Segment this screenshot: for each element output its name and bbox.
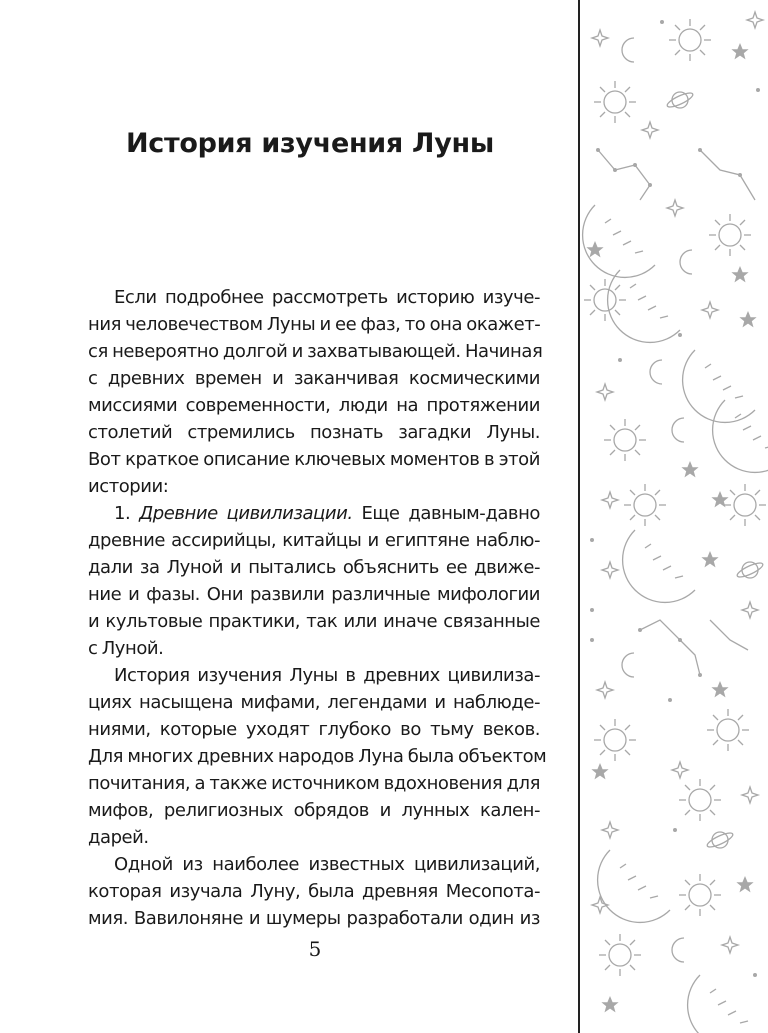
text-line: Одной из наиболее известных цивилизаций,: [114, 854, 540, 875]
text-line: почитания, а также источником вдохновения для: [88, 773, 540, 794]
text-line: дарей.: [88, 827, 149, 848]
text-line: ниями, которые уходят глубоко во тьму веков.: [88, 719, 540, 740]
list-item-number: 1.: [114, 503, 131, 524]
text-line: древние ассирийцы, китайцы и египтяне наблю-: [88, 530, 540, 551]
text-line: дали за Луной и пытались объяснить ее движе-: [88, 557, 540, 578]
text-line: с Луной.: [88, 638, 164, 659]
text-line: ние и фазы. Они развили различные мифологии: [88, 584, 540, 605]
list-item-heading: Древние цивилизации.: [139, 503, 353, 524]
text-line: миссиями современности, люди на протяжении: [88, 395, 540, 416]
list-item-line: [88, 500, 540, 527]
decorative-pattern-panel: [578, 0, 768, 1033]
text-line: с древних времен и заканчивая космическими: [88, 368, 540, 389]
text-line: мифов, религиозных обрядов и лунных кален-: [88, 800, 540, 821]
text-line: мия. Вавилоняне и шумеры разработали один из: [88, 908, 540, 929]
text-line: Если подробнее рассмотреть историю изуче-: [114, 287, 540, 308]
text-line: ния человечеством Луны и ее фаз, то она окажет-: [88, 314, 541, 335]
text-line: Для многих древних народов Луна была объектом: [88, 746, 547, 767]
body-text: [88, 284, 547, 932]
text-line: Еще давным-давно: [361, 503, 540, 524]
text-line: циях насыщена мифами, легендами и наблюде-: [88, 692, 540, 713]
text-line: столетий стремились познать загадки Луны.: [88, 422, 540, 443]
text-line: истории:: [88, 476, 169, 497]
page-number: 5: [308, 937, 322, 961]
celestial-pattern: [580, 0, 768, 1033]
text-line: которая изучала Луну, была древняя Месопота-: [88, 881, 540, 902]
text-line: ся невероятно долгой и захватывающей. Начиная: [88, 341, 543, 362]
page-title: История изучения Луны: [126, 128, 494, 159]
text-line: История изучения Луны в древних цивилиза-: [114, 665, 540, 686]
text-line: Вот краткое описание ключевых моментов в этой: [88, 449, 540, 470]
text-line: и культовые практики, так или иначе связанные: [88, 611, 540, 632]
